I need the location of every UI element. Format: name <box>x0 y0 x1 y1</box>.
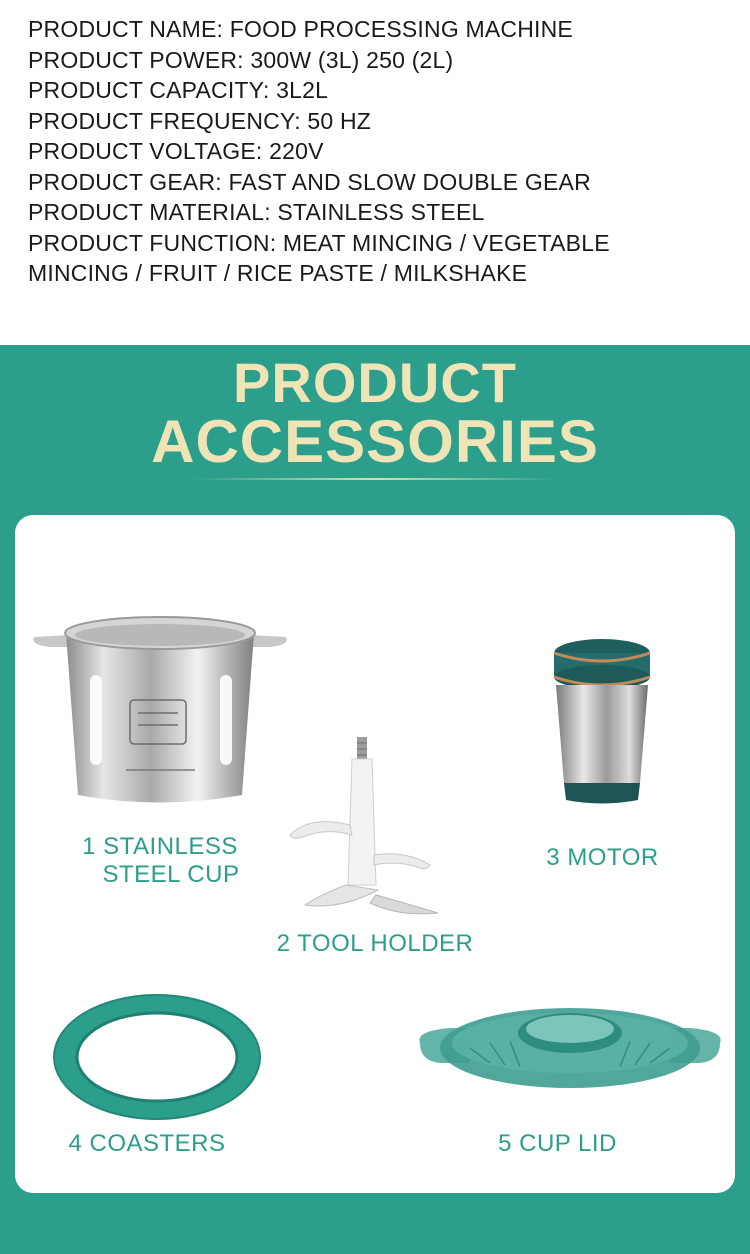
cup-label-line1: 1 STAINLESS <box>82 833 238 860</box>
cup-lid-icon <box>410 993 730 1093</box>
tool-holder-label: 2 TOOL HOLDER <box>276 930 474 957</box>
cup-label <box>60 833 260 889</box>
cup-label-line2: STEEL CUP <box>102 861 240 888</box>
spec-name: PRODUCT NAME: FOOD PROCESSING MACHINE <box>28 16 573 42</box>
spec-function-continued: MINCING / FRUIT / RICE PASTE / MILKSHAKE <box>28 260 528 286</box>
motor-label: 3 MOTOR <box>546 844 659 871</box>
spec-function: PRODUCT FUNCTION: MEAT MINCING / VEGETABLE <box>28 229 610 256</box>
spec-material: PRODUCT MATERIAL: STAINLESS STEEL <box>28 199 485 225</box>
spec-list <box>28 14 728 289</box>
spec-frequency: PRODUCT FREQUENCY: 50 HZ <box>28 107 372 134</box>
section-title-line2: ACCESSORIES <box>151 408 599 475</box>
cup-lid-label: 5 CUP LID <box>498 1130 617 1157</box>
spec-voltage: PRODUCT VOLTAGE: 220V <box>28 138 324 164</box>
motor-unit-icon <box>540 635 665 810</box>
spec-gear: PRODUCT GEAR: FAST AND SLOW DOUBLE GEAR <box>28 168 591 195</box>
stainless-steel-cup-icon <box>30 605 290 815</box>
spec-power: PRODUCT POWER: 300W (3L) 250 (2L) <box>28 46 454 73</box>
coaster-ring-icon <box>50 993 265 1128</box>
blade-tool-holder-icon <box>280 735 445 920</box>
title-divider <box>190 478 560 480</box>
coasters-label: 4 COASTERS <box>68 1130 226 1157</box>
spec-capacity: PRODUCT CAPACITY: 3L2L <box>28 77 329 103</box>
section-title-line1: PRODUCT <box>233 351 517 414</box>
